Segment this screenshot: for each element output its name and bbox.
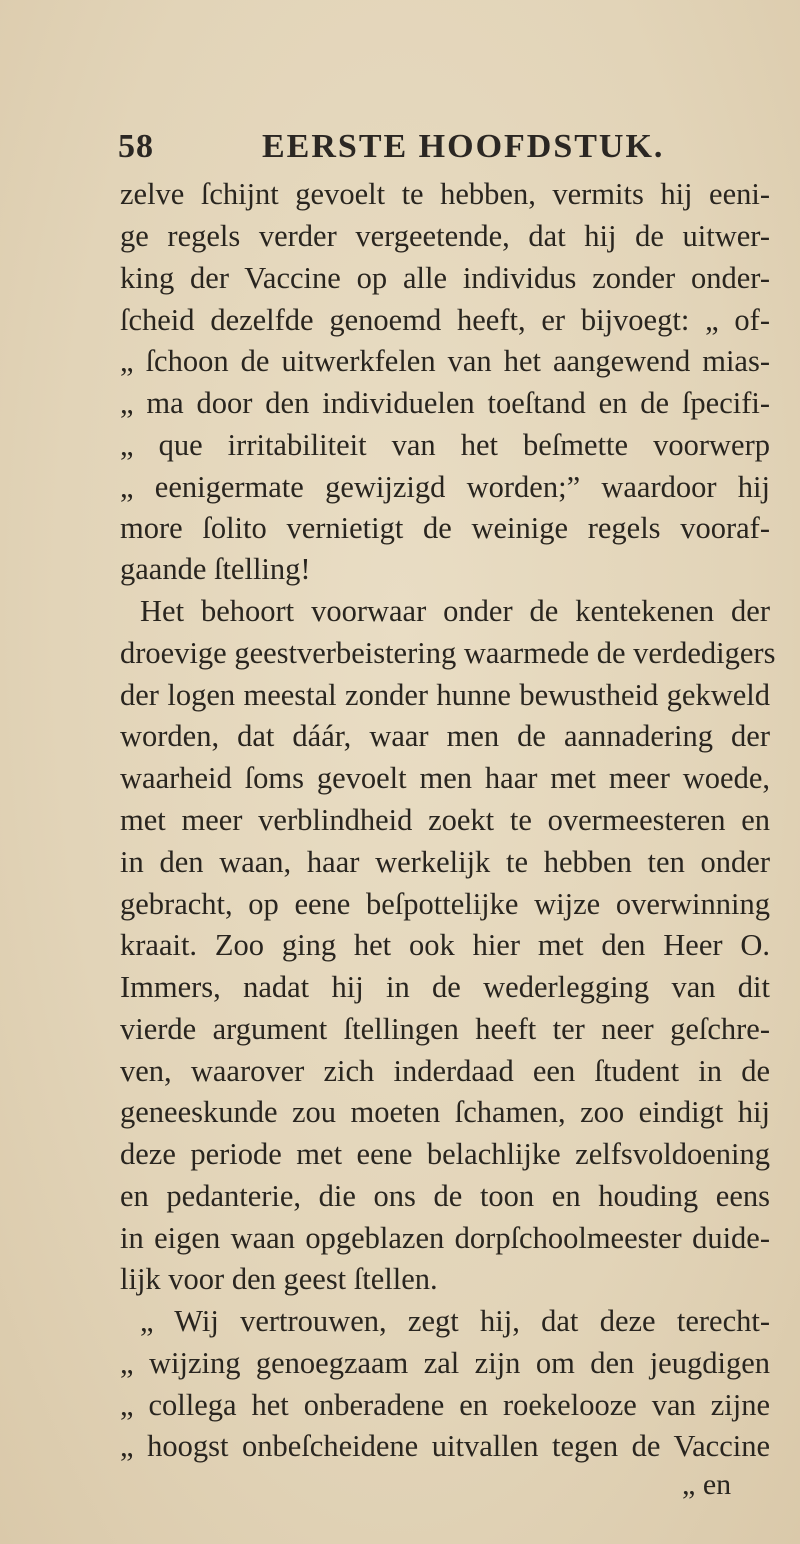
text-line: „ hoogst onbeſcheidene uitvallen tegen de Vaccine <box>120 1429 770 1463</box>
text-line: „ eenigermate gewijzigd worden;” waardoor hij <box>120 470 770 504</box>
text-line: geneeskunde zou moeten ſchamen, zoo eindigt hij <box>120 1095 770 1129</box>
text-line: droevige geestverbeistering waarmede de verdedigers <box>120 636 776 670</box>
text-line: Immers, nadat hij in de wederlegging van dit <box>120 970 770 1004</box>
text-line: more ſolito vernietigt de weinige regels vooraf- <box>120 511 770 545</box>
text-line: ven, waarover zich inderdaad een ſtudent in de <box>120 1054 770 1088</box>
text-line: waarheid ſoms gevoelt men haar met meer woede, <box>120 761 770 795</box>
text-line: „ que irritabiliteit van het beſmette voorwerp <box>120 428 770 462</box>
text-line: in eigen waan opgeblazen dorpſchoolmeester duide- <box>120 1221 770 1255</box>
text-line: ge regels verder vergeetende, dat hij de uitwer- <box>120 219 770 253</box>
text-line: lijk voor den geest ſtellen. <box>120 1262 438 1296</box>
page-number: 58 <box>118 128 154 165</box>
text-line: „ ſchoon de uitwerkfelen van het aangewend mias- <box>120 344 770 378</box>
text-line: Het behoort voorwaar onder de kentekenen der <box>140 594 770 628</box>
text-line: vierde argument ſtellingen heeft ter neer geſchre- <box>120 1012 770 1046</box>
running-head: EERSTE HOOFDSTUK. <box>262 128 665 165</box>
text-line: „ collega het onberadene en roekelooze van zijne <box>120 1388 770 1422</box>
text-line: „ Wij vertrouwen, zegt hij, dat deze terecht- <box>140 1304 770 1338</box>
text-line: worden, dat dáár, waar men de aannadering der <box>120 719 770 753</box>
text-line: gaande ſtelling! <box>120 552 311 586</box>
text-line: en pedanterie, die ons de toon en houding eens <box>120 1179 770 1213</box>
text-line: „ wijzing genoegzaam zal zijn om den jeugdigen <box>120 1346 770 1380</box>
text-line: ſcheid dezelfde genoemd heeft, er bijvoegt: „ of- <box>120 303 770 337</box>
text-line: king der Vaccine op alle individus zonder onder- <box>120 261 770 295</box>
text-line: der logen meestal zonder hunne bewustheid gekweld <box>120 678 770 712</box>
catchword: „ en <box>682 1468 732 1501</box>
text-line: zelve ſchijnt gevoelt te hebben, vermits hij eeni- <box>120 177 770 211</box>
text-line: met meer verblindheid zoekt te overmeesteren en <box>120 803 770 837</box>
text-line: „ ma door den individuelen toeſtand en de ſpecifi- <box>120 386 770 420</box>
text-line: gebracht, op eene beſpottelijke wijze overwinning <box>120 887 770 921</box>
text-line: kraait. Zoo ging het ook hier met den Heer O. <box>120 928 770 962</box>
text-line: in den waan, haar werkelijk te hebben ten onder <box>120 845 770 879</box>
text-line: deze periode met eene belachlijke zelfsvoldoening <box>120 1137 770 1171</box>
